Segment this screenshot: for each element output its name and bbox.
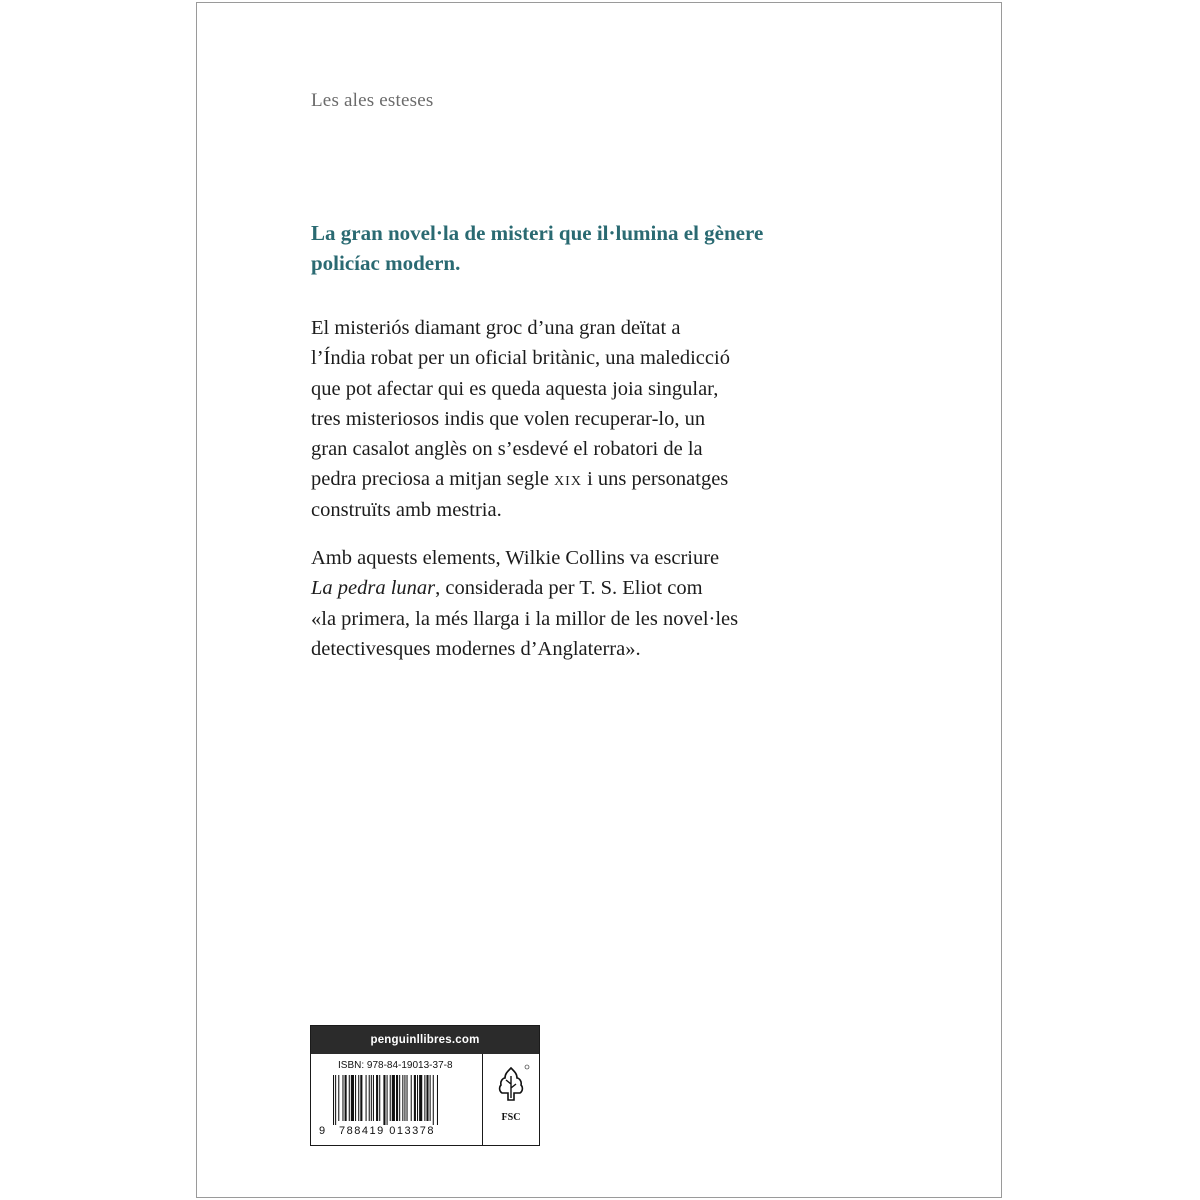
barcode-bar	[355, 1075, 356, 1121]
barcode-bar	[333, 1075, 334, 1125]
barcode-bar	[430, 1075, 431, 1121]
barcode-bar	[396, 1075, 398, 1121]
text-line: tres misteriosos indis que volen recuperar-lo, un	[311, 407, 706, 430]
text-line: Amb aquests elements, Wilkie Collins va escriure	[311, 547, 720, 570]
barcode-bar	[335, 1075, 336, 1125]
fsc-label: FSC	[501, 1112, 521, 1123]
text-line: El misteriós diamant groc d’una gran deïtat a	[311, 317, 681, 339]
barcode-area	[311, 1054, 483, 1145]
text-line: que pot afectar qui es queda aquesta joia singular,	[311, 377, 719, 400]
text-fragment: pedra preciosa a mitjan segle	[311, 468, 555, 491]
text-line: detectivesques modernes d’Anglaterra».	[311, 637, 641, 660]
series-name: Les ales esteses	[311, 90, 434, 111]
barcode-bar	[349, 1075, 350, 1121]
text-line: l’Índia robat per un oficial britànic, una maledicció	[311, 347, 730, 370]
barcode-bar	[369, 1075, 370, 1121]
tagline	[311, 218, 831, 278]
description-paragraph-2	[311, 543, 831, 664]
book-back-cover	[196, 2, 1002, 1198]
barcode-bar	[387, 1075, 388, 1125]
century-numeral: xix	[554, 468, 582, 491]
barcode-bar	[392, 1075, 395, 1121]
book-title: La pedra lunar	[311, 577, 436, 600]
barcode-bar	[411, 1075, 412, 1121]
barcode-bar	[345, 1075, 347, 1121]
publisher-website: penguinllibres.com	[311, 1026, 539, 1054]
fsc-mark	[483, 1054, 539, 1145]
barcode-bar	[399, 1075, 400, 1121]
barcode-digit-rest: 788419 013378	[339, 1125, 435, 1137]
barcode-bar	[366, 1075, 367, 1121]
barcode-bar	[338, 1075, 339, 1121]
barcode-bar	[390, 1075, 391, 1121]
isbn-label: ISBN: 978-84-19013-37-8	[338, 1060, 453, 1071]
description-paragraph-1	[311, 313, 831, 525]
barcode-digit-first: 9	[319, 1125, 327, 1137]
text-line	[311, 464, 831, 494]
barcode-bar	[414, 1075, 416, 1121]
barcode-bar	[351, 1075, 354, 1121]
barcode-bar	[383, 1075, 385, 1125]
barcode-bar	[433, 1075, 434, 1125]
text-line: gran casalot anglès on s’esdevé el robatori de la	[311, 438, 703, 461]
barcode-bar	[376, 1075, 378, 1121]
barcode-bar	[402, 1075, 403, 1121]
text-line: «la primera, la més llarga i la millor de les novel·les	[311, 607, 739, 630]
tagline-line: La gran novel·la de misteri que il·lumina el gènere	[311, 221, 764, 245]
text-fragment: i uns personatges	[581, 468, 729, 491]
barcode-bar	[417, 1075, 418, 1121]
barcode-bar	[437, 1075, 438, 1125]
barcode-bar	[358, 1075, 359, 1121]
tagline-line: policíac modern.	[311, 251, 461, 275]
description	[311, 313, 831, 664]
barcode-bar	[407, 1075, 408, 1121]
barcode-bar	[404, 1075, 405, 1121]
barcode-bar	[419, 1075, 422, 1121]
barcode-bar	[426, 1075, 428, 1121]
barcode-bar	[379, 1075, 380, 1121]
text-line: construïts amb mestria.	[311, 498, 502, 521]
barcode-bar	[360, 1075, 362, 1121]
text-line	[311, 573, 831, 603]
fsc-tree-icon	[483, 1054, 539, 1112]
barcode-bar	[342, 1075, 343, 1121]
barcode-bar	[373, 1075, 374, 1121]
barcode-bar	[424, 1075, 425, 1121]
barcode-bar	[371, 1075, 372, 1121]
barcode-block	[310, 1025, 540, 1146]
barcode-icon	[333, 1075, 473, 1125]
text-fragment: , considerada per T. S. Eliot com	[435, 577, 703, 600]
